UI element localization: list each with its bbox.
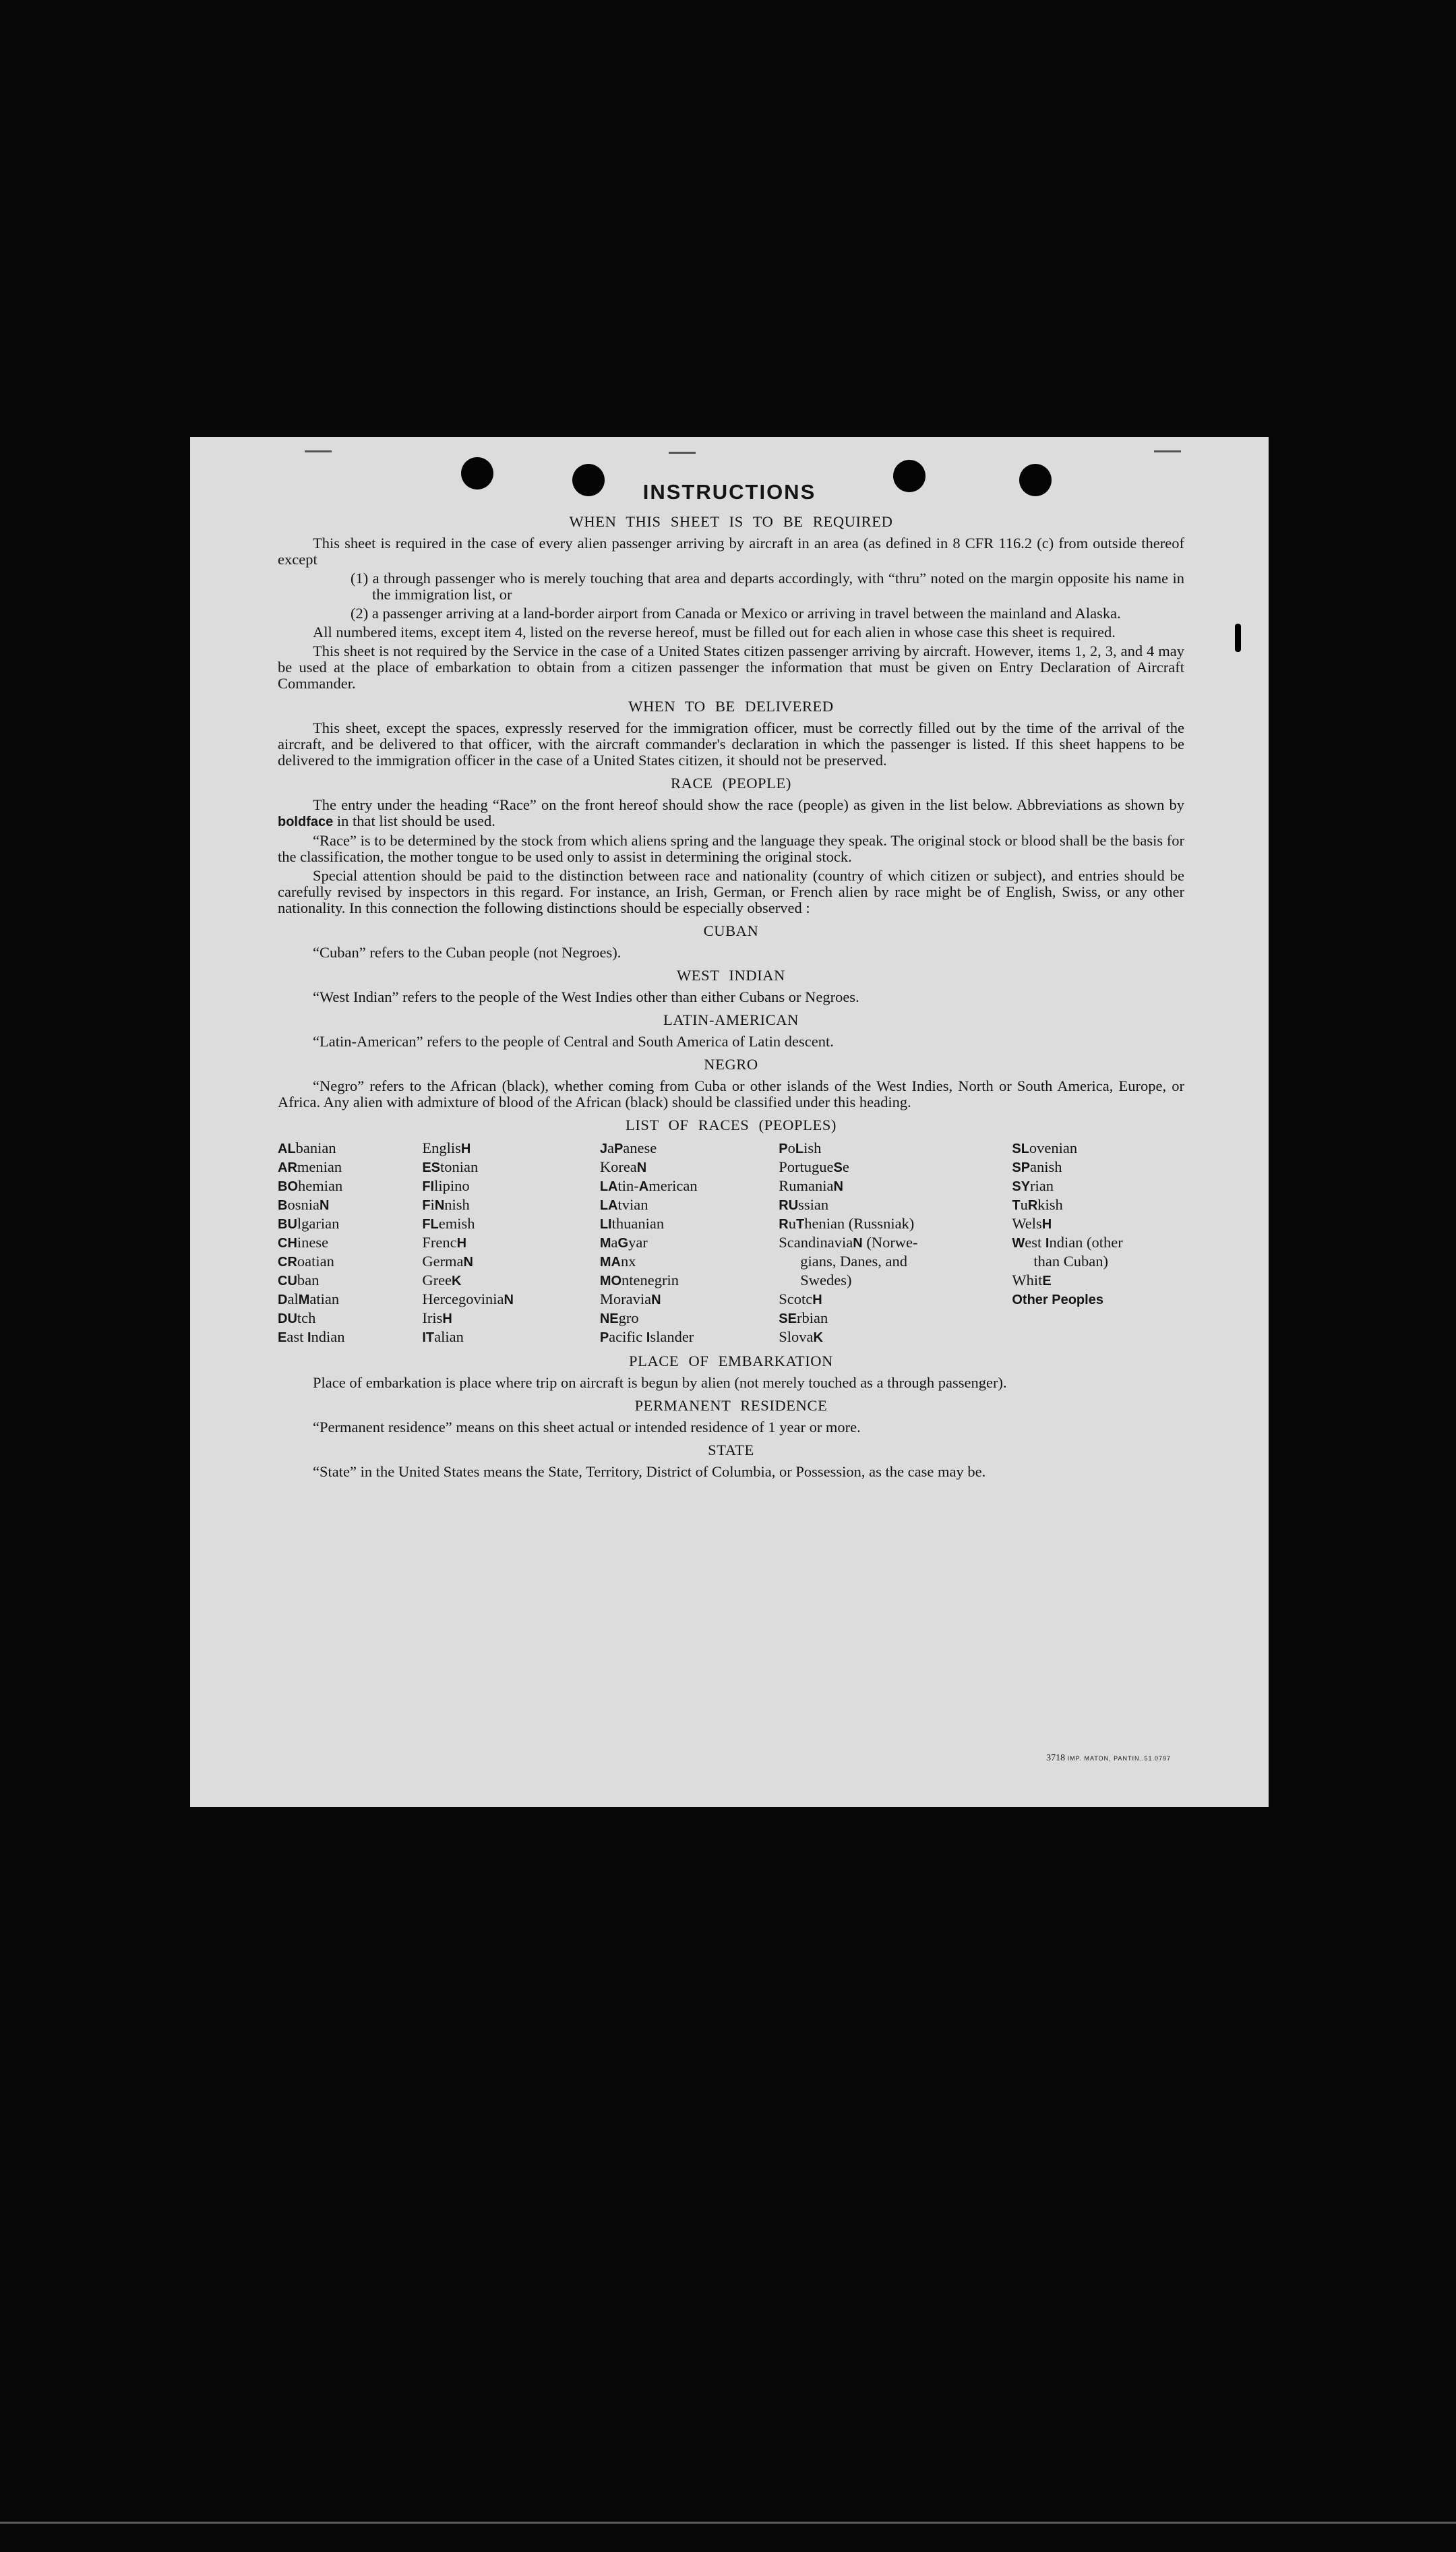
race-entry: GreeK bbox=[422, 1272, 462, 1288]
edge-mark bbox=[305, 450, 332, 452]
race-entry: HercegoviniaN bbox=[422, 1290, 514, 1307]
race-entry: RUssian bbox=[779, 1196, 829, 1213]
text-run: The entry under the heading “Race” on the front hereof should show the race (people) as given in the list below. Abbreviations as shown by bbox=[313, 796, 1184, 813]
text-run: in that list should be used. bbox=[336, 812, 495, 829]
race-entry: FLemish bbox=[422, 1215, 475, 1232]
paragraph: This sheet, except the spaces, expressly reserved for the immigration officer, must be correctly filled out by the time of the arrival of the aircraft, and be delivered to that officer, with the aircraft commander's declaration in which the passenger is listed. If this sheet happens to be delivered to the immigration officer in the case of a United States citizen, it should not be preserved. bbox=[278, 719, 1184, 769]
race-entry: LAtin-American bbox=[599, 1177, 698, 1194]
paragraph: This sheet is required in the case of every alien passenger arriving by aircraft in an area (as defined in 8 CFR 116.2 (c) from outside thereof except bbox=[278, 535, 1184, 568]
section-heading: RACE (PEOPLE) bbox=[671, 775, 791, 792]
paragraph: “Permanent residence” means on this sheet actual or intended residence of 1 year or more. bbox=[313, 1419, 861, 1435]
paragraph: “Negro” refers to the African (black), whether coming from Cuba or other islands of the West Indies, North or South America, Europe, or Africa. Any alien with admixture of blood of the African (black) should be classified under this heading. bbox=[278, 1077, 1184, 1110]
list-item: (1) a through passenger who is merely touching that area and departs accordingly, with “thru” noted on the margin opposite his name in the immigration list, or bbox=[351, 570, 1184, 603]
race-entry: SPanish bbox=[1012, 1158, 1062, 1175]
race-entry: IrisH bbox=[422, 1309, 452, 1326]
paragraph: “Cuban” refers to the Cuban people (not Negroes). bbox=[313, 944, 621, 961]
section-heading: CUBAN bbox=[703, 922, 759, 939]
race-entry: TuRkish bbox=[1012, 1196, 1063, 1213]
race-entry: BUlgarian bbox=[278, 1215, 340, 1232]
race-entry: MAnx bbox=[599, 1253, 636, 1270]
section-heading: PLACE OF EMBARKATION bbox=[628, 1353, 834, 1369]
section-heading: WHEN TO BE DELIVERED bbox=[628, 698, 834, 715]
race-entry: RumaniaN bbox=[779, 1177, 843, 1194]
race-entry: BOhemian bbox=[278, 1177, 343, 1194]
race-entry: DalMatian bbox=[278, 1290, 340, 1307]
page-title: INSTRUCTIONS bbox=[642, 480, 816, 504]
paragraph: Special attention should be paid to the distinction between race and nationality (country of which citizen or subject), and entries should be carefully revised by inspectors in this regard. For instance, an Irish, German, or French alien by race might be of English, Swiss, or any other nationality. In this connection the following distinctions should be especially observed : bbox=[278, 867, 1184, 916]
edge-mark bbox=[669, 452, 696, 454]
race-entry: GermaN bbox=[422, 1253, 473, 1270]
race-entry: BosniaN bbox=[278, 1196, 330, 1213]
race-entry: than Cuban) bbox=[1033, 1253, 1108, 1270]
race-entry: EStonian bbox=[422, 1158, 479, 1175]
race-entry: JaPanese bbox=[599, 1139, 657, 1156]
paragraph: “Latin-American” refers to the people of Central and South America of Latin descent. bbox=[313, 1033, 834, 1050]
section-heading: STATE bbox=[708, 1442, 754, 1458]
instructions-body bbox=[278, 514, 1184, 1483]
paragraph bbox=[278, 797, 1184, 830]
edge-mark bbox=[1154, 450, 1181, 452]
race-entry: ScotcH bbox=[779, 1290, 822, 1307]
race-entry: ITalian bbox=[422, 1328, 464, 1345]
paragraph: “Race” is to be determined by the stock from which aliens spring and the language they speak. The original stock or blood shall be the basis for the classification, the mother tongue to be used only to assist in determining the original stock. bbox=[278, 832, 1184, 865]
race-column bbox=[600, 1139, 779, 1346]
race-entry: LAtvian bbox=[599, 1196, 648, 1213]
paragraph: Place of embarkation is place where trip on aircraft is begun by alien (not merely touched as a through passenger). bbox=[313, 1374, 1007, 1391]
race-entry: LIthuanian bbox=[599, 1215, 665, 1232]
margin-mark bbox=[1235, 624, 1241, 652]
section-heading: WEST INDIAN bbox=[676, 967, 786, 984]
race-list bbox=[278, 1139, 1184, 1346]
race-entry: gians, Danes, and bbox=[800, 1253, 907, 1270]
race-column bbox=[278, 1139, 422, 1346]
race-entry: WelsH bbox=[1012, 1215, 1052, 1232]
race-entry: KoreaN bbox=[599, 1158, 647, 1175]
race-entry: ARmenian bbox=[278, 1158, 342, 1175]
race-entry: ALbanian bbox=[278, 1139, 336, 1156]
race-entry: DUtch bbox=[278, 1309, 316, 1326]
form-number: 3718 bbox=[1046, 1753, 1066, 1763]
race-entry: PoLish bbox=[779, 1139, 822, 1156]
race-entry: CUban bbox=[278, 1272, 320, 1288]
race-entry: SErbian bbox=[779, 1309, 828, 1326]
paragraph: “West Indian” refers to the people of the West Indies other than either Cubans or Negroes. bbox=[313, 988, 859, 1005]
race-column bbox=[422, 1139, 600, 1346]
race-entry: SLovenian bbox=[1012, 1139, 1078, 1156]
bold-term: boldface bbox=[278, 814, 334, 829]
list-item: (2) a passenger arriving at a land-border airport from Canada or Mexico or arriving in travel between the mainland and Alaska. bbox=[351, 605, 1121, 622]
race-column bbox=[1012, 1139, 1184, 1346]
race-entry: Swedes) bbox=[800, 1272, 852, 1288]
race-entry: SYrian bbox=[1012, 1177, 1054, 1194]
race-entry: East Indian bbox=[278, 1328, 345, 1345]
race-entry: ScandinaviaN (Norwe- bbox=[779, 1234, 918, 1251]
race-entry: MaGyar bbox=[599, 1234, 648, 1251]
race-entry: RuThenian (Russniak) bbox=[779, 1215, 915, 1232]
race-entry: CHinese bbox=[278, 1234, 329, 1251]
race-entry: Pacific Islander bbox=[599, 1328, 694, 1345]
race-entry: WhitE bbox=[1012, 1272, 1052, 1288]
instruction-sheet bbox=[190, 437, 1269, 1807]
race-entry: PortugueSe bbox=[779, 1158, 849, 1175]
race-column bbox=[779, 1139, 1012, 1346]
paragraph: This sheet is not required by the Service in the case of a United States citizen passenger arriving by aircraft. However, items 1, 2, 3, and 4 may be used at the place of embarkation to obtain from a citizen passenger the information that must be given on Entry Declaration of Aircraft Commander. bbox=[278, 643, 1184, 692]
race-entry: FiNnish bbox=[422, 1196, 470, 1213]
race-entry: FIlipino bbox=[422, 1177, 470, 1194]
section-heading: WHEN THIS SHEET IS TO BE REQUIRED bbox=[569, 513, 893, 530]
race-entry: Other Peoples bbox=[1012, 1293, 1103, 1307]
list-heading: LIST OF RACES (PEOPLES) bbox=[625, 1117, 837, 1133]
form-code bbox=[1046, 1753, 1171, 1764]
scan-border-line bbox=[0, 2522, 1456, 2524]
race-entry: MoraviaN bbox=[599, 1290, 661, 1307]
paragraph: All numbered items, except item 4, listed on the reverse hereof, must be filled out for each alien in whose case this sheet is required. bbox=[313, 624, 1116, 641]
race-entry: EnglisH bbox=[422, 1139, 471, 1156]
section-heading: PERMANENT RESIDENCE bbox=[634, 1397, 828, 1414]
paragraph: “State” in the United States means the State, Territory, District of Columbia, or Possession, as the case may be. bbox=[313, 1463, 986, 1480]
race-entry: FrencH bbox=[422, 1234, 467, 1251]
race-entry: SlovaK bbox=[779, 1328, 823, 1345]
race-entry: West Indian (other bbox=[1012, 1234, 1123, 1251]
race-entry: CRoatian bbox=[278, 1253, 334, 1270]
section-heading: NEGRO bbox=[704, 1056, 758, 1073]
section-heading: LATIN-AMERICAN bbox=[663, 1011, 799, 1028]
race-entry: NEgro bbox=[599, 1309, 639, 1326]
printer-imprint: IMP. MATON, PANTIN..51.0797 bbox=[1067, 1755, 1171, 1762]
race-entry: MOntenegrin bbox=[599, 1272, 679, 1288]
